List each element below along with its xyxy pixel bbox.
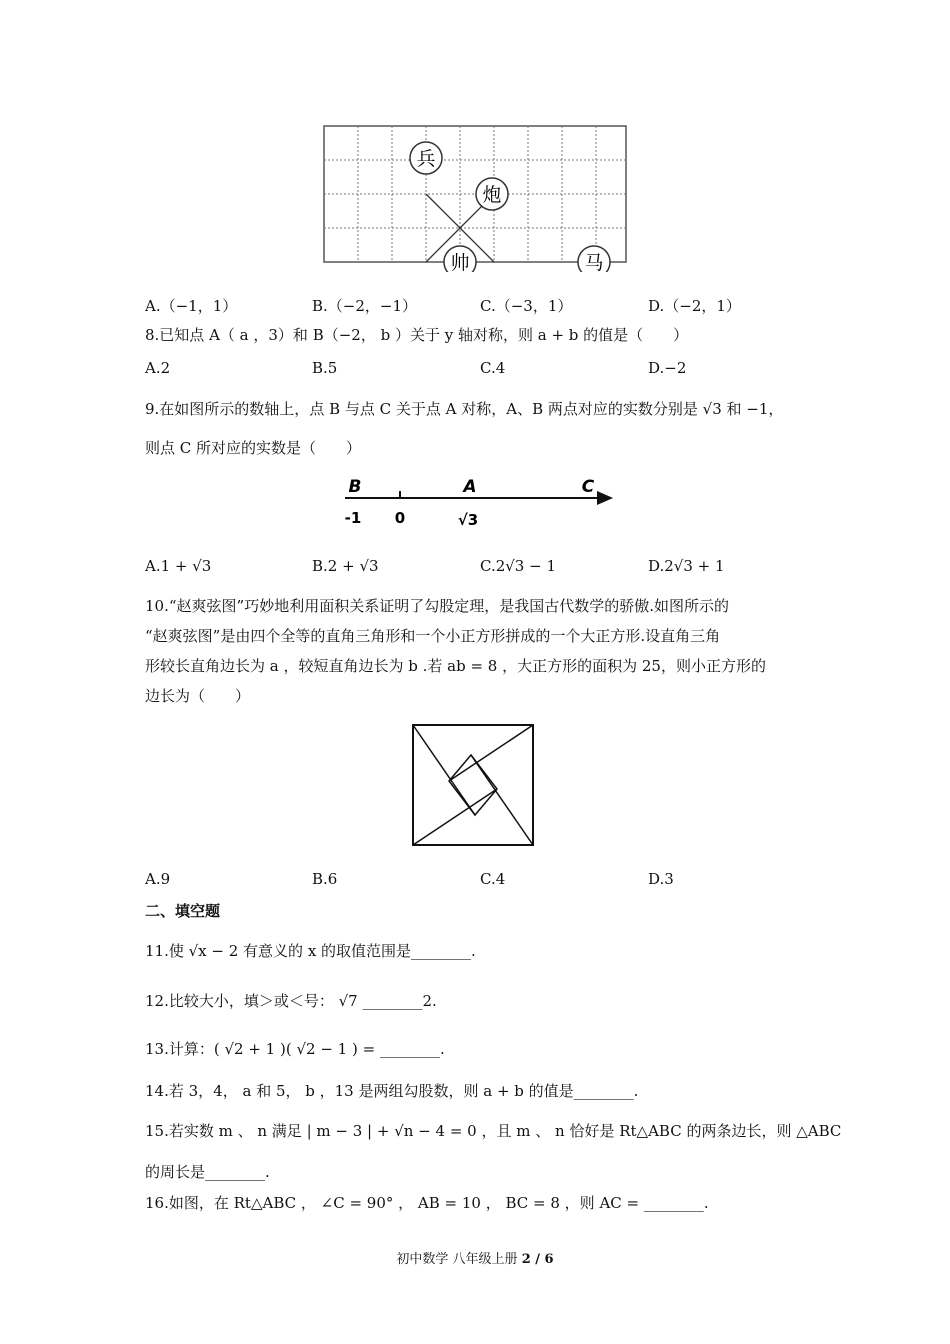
number-line-figure [335,470,620,532]
piece-bing [410,142,442,174]
q9-option-a: A.1 + √3 [145,557,212,575]
q7-option-a: A.（−1，1） [145,297,238,315]
q10-line2: “赵爽弦图”是由四个全等的直角三角形和一个小正方形拼成的一个大正方形.设直角三角 [145,627,721,645]
q10-line1: 10.“赵爽弦图”巧妙地利用面积关系证明了勾股定理，是我国古代数学的骄傲.如图所示的 [145,597,729,615]
svg-text:帅: 帅 [450,252,470,272]
q13-text: 13.计算：( √2 + 1 )( √2 − 1 ) = ________. [145,1040,445,1058]
q16-text: 16.如图，在 Rt△ABC ， ∠C = 90° ， AB = 10 ， BC = 8 ，则 AC = ________. [145,1194,709,1212]
section-heading: 二、填空题 [145,902,221,920]
q10-line3: 形较长直角边长为 a ，较短直角边长为 b .若 ab = 8 ，大正方形的面积为 25，则小正方形的 [145,657,766,675]
q15-line1: 15.若实数 m 、 n 满足 | m − 3 | + √n − 4 = 0 ，且 m 、 n 恰好是 Rt△ABC 的两条边长，则 △ABC [145,1122,842,1140]
axis-letter-c: C [581,477,595,497]
q8-option-d: D.−2 [648,359,687,377]
footer-text: 初中数学 八年级上册 [396,1252,518,1267]
q10-option-d: D.3 [648,870,674,888]
q11-text: 11.使 √x − 2 有意义的 x 的取值范围是________. [145,942,476,960]
q9-line1: 9.在如图所示的数轴上，点 B 与点 C 关于点 A 对称，A、B 两点对应的实数分别是 √3 和 −1， [145,400,784,418]
piece-pao [476,178,508,210]
q9-option-d: D.2√3 + 1 [648,557,725,575]
q15-line2: 的周长是________. [145,1163,270,1181]
axis-value-minus1: -1 [344,509,362,527]
q10-option-a: A.9 [145,870,171,888]
piece-ma [578,246,610,272]
q10-option-b: B.6 [312,870,338,888]
q8-text: 8.已知点 A（ a ，3）和 B（−2， b ）关于 y 轴对称，则 a + b 的值是（ ） [145,326,689,344]
svg-text:炮: 炮 [482,184,502,206]
axis-value-sqrt3: √3 [457,511,479,529]
q10-option-c: C.4 [480,870,506,888]
q9-line2: 则点 C 所对应的实数是（ ） [145,439,362,457]
page-footer [0,1248,950,1267]
svg-text:兵: 兵 [416,148,436,170]
q7-option-c: C.（−3，1） [480,297,573,315]
q8-option-b: B.5 [312,359,338,377]
q14-text: 14.若 3，4， a 和 5， b ，13 是两组勾股数，则 a + b 的值是________. [145,1082,639,1100]
chessboard-figure [320,122,630,272]
q8-option-a: A.2 [145,359,171,377]
q9-option-c: C.2√3 − 1 [480,557,557,575]
q7-option-d: D.（−2，1） [648,297,741,315]
svg-text:马: 马 [584,252,604,272]
q12-text: 12.比较大小，填＞或＜号： √7 ________2. [145,992,437,1010]
q7-option-b: B.（−2，−1） [312,297,418,315]
q8-option-c: C.4 [480,359,506,377]
axis-letter-b: B [348,477,362,497]
piece-shuai [444,246,476,272]
axis-letter-a: A [463,477,477,497]
q9-option-b: B.2 + √3 [312,557,379,575]
axis-value-0: 0 [394,509,406,527]
zhao-shuang-diagram [410,722,536,848]
page-number: 2 / 6 [521,1252,554,1267]
q10-line4: 边长为（ ） [145,687,251,705]
